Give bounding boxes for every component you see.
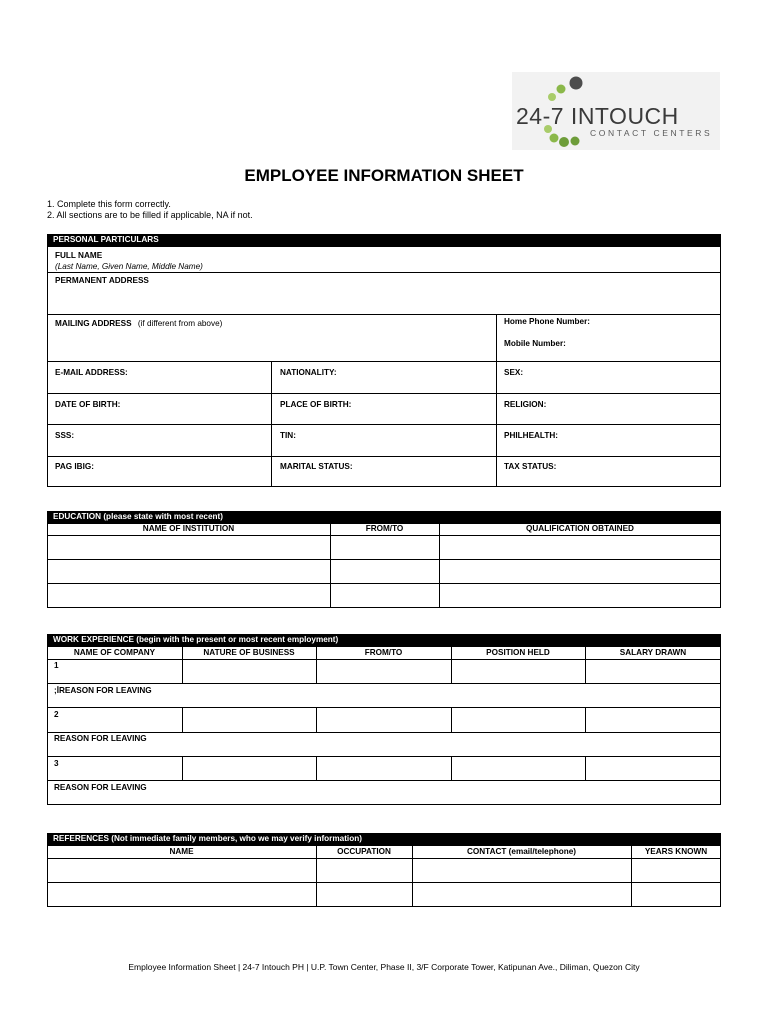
nationality-field[interactable]: NATIONALITY:: [280, 368, 337, 377]
reason-for-leaving-field[interactable]: ;İREASON FOR LEAVING: [54, 686, 152, 695]
col-from-to: FROM/TO: [365, 524, 404, 533]
col-nature-business: NATURE OF BUSINESS: [203, 648, 295, 657]
place-of-birth-field[interactable]: PLACE OF BIRTH:: [280, 400, 352, 409]
col-institution: NAME OF INSTITUTION: [142, 524, 235, 533]
col-qualification: QUALIFICATION OBTAINED: [526, 524, 634, 533]
mailing-address-field[interactable]: [55, 319, 222, 328]
permanent-address-field[interactable]: PERMANENT ADDRESS: [55, 276, 149, 285]
instruction-2: 2. All sections are to be filled if applicable, NA if not.: [47, 210, 253, 220]
philhealth-field[interactable]: PHILHEALTH:: [504, 431, 558, 440]
religion-field[interactable]: RELIGION:: [504, 400, 547, 409]
col-from-to: FROM/TO: [364, 648, 403, 657]
col-contact: CONTACT (email/telephone): [466, 847, 577, 856]
instruction-1: 1. Complete this form correctly.: [47, 199, 171, 209]
company-logo: [512, 72, 720, 150]
full-name-hint: (Last Name, Given Name, Middle Name): [55, 262, 203, 271]
work-section-header: WORK EXPERIENCE (begin with the present or most recent employment): [47, 634, 721, 646]
col-position: POSITION HELD: [486, 648, 550, 657]
logo-tagline: CONTACT CENTERS: [590, 128, 713, 138]
home-phone-field[interactable]: Home Phone Number:: [504, 317, 590, 326]
col-ref-name: NAME: [169, 847, 194, 856]
page-footer: Employee Information Sheet | 24-7 Intouch PH | U.P. Town Center, Phase II, 3/F Corporate Tower, Katipunan Ave., Diliman, Quezon City: [128, 962, 640, 972]
marital-status-field[interactable]: MARITAL STATUS:: [280, 462, 353, 471]
reason-for-leaving-field[interactable]: REASON FOR LEAVING: [54, 734, 147, 743]
mailing-address-label: MAILING ADDRESS: [55, 319, 132, 328]
work-row-number: 2: [54, 710, 59, 719]
col-occupation: OCCUPATION: [337, 847, 391, 856]
personal-section-header: PERSONAL PARTICULARS: [47, 234, 721, 246]
full-name-field[interactable]: FULL NAME: [55, 251, 103, 260]
reason-for-leaving-field[interactable]: REASON FOR LEAVING: [54, 783, 147, 792]
sss-field[interactable]: SSS:: [55, 431, 75, 440]
mailing-address-note: (if different from above): [137, 319, 223, 328]
col-years-known: YEARS KNOWN: [644, 847, 708, 856]
mobile-field[interactable]: Mobile Number:: [504, 339, 566, 348]
date-of-birth-field[interactable]: DATE OF BIRTH:: [55, 400, 121, 409]
tax-status-field[interactable]: TAX STATUS:: [504, 462, 557, 471]
education-section-header: EDUCATION (please state with most recent): [47, 511, 721, 523]
col-salary: SALARY DRAWN: [619, 648, 687, 657]
work-row-number: 3: [54, 759, 59, 768]
pagibig-field[interactable]: PAG IBIG:: [55, 462, 94, 471]
work-row-number: 1: [54, 661, 59, 670]
page-title: EMPLOYEE INFORMATION SHEET: [244, 166, 524, 185]
email-field[interactable]: E-MAIL ADDRESS:: [55, 368, 128, 377]
references-section-header: REFERENCES (Not immediate family members, who we may verify information): [47, 833, 721, 845]
tin-field[interactable]: TIN:: [280, 431, 296, 440]
sex-field[interactable]: SEX:: [504, 368, 524, 377]
logo-wordmark: 24-7 INTOUCH: [516, 103, 679, 129]
work-experience-table: [47, 646, 721, 805]
col-company: NAME OF COMPANY: [73, 648, 156, 657]
